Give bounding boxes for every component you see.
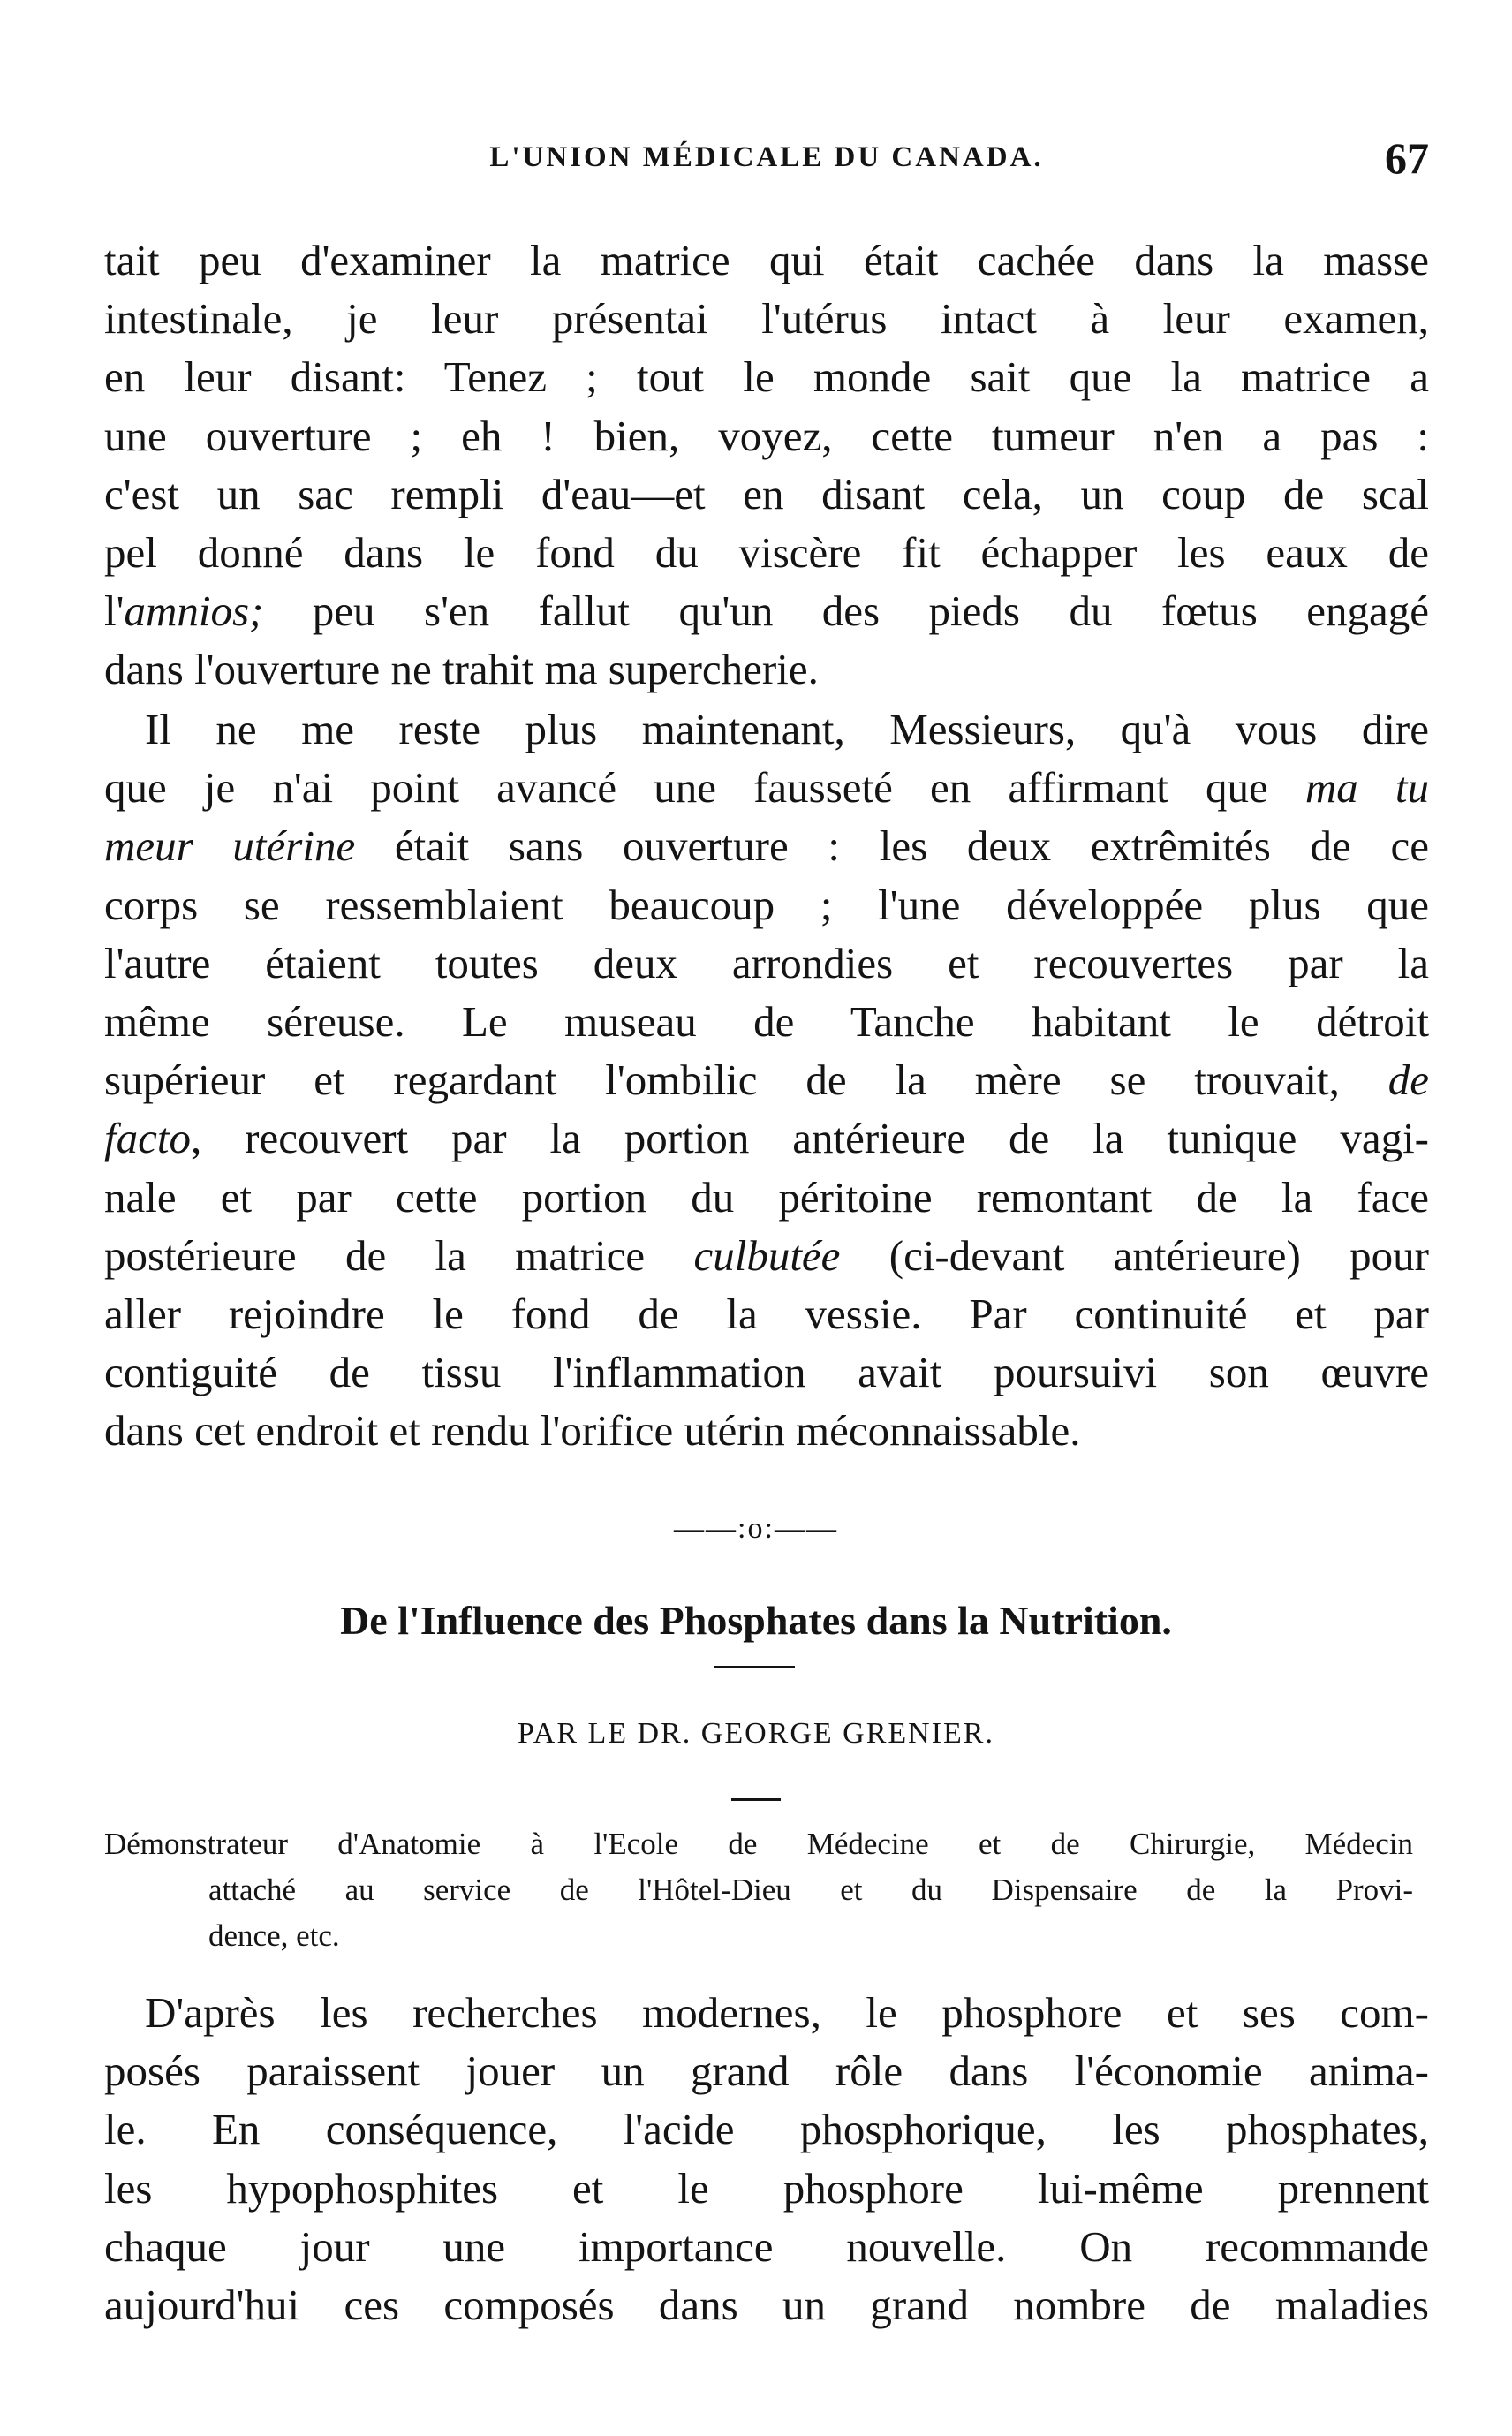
text-line: aller rejoindre le fond de la vessie. Par continuité et par	[104, 1290, 1429, 1339]
byline-rule	[731, 1798, 781, 1801]
continued-paragraph	[104, 231, 1429, 700]
text-line: Il ne me reste plus maintenant, Messieurs, qu'à vous dire	[145, 705, 1429, 753]
text-line: l'autre étaient toutes deux arrondies et recouvertes par la	[104, 938, 1429, 987]
paragraph	[104, 700, 1429, 1461]
text-line: chaque jour une importance nouvelle. On recommande	[104, 2221, 1429, 2271]
italic-term: culbutée	[693, 1230, 841, 1280]
text-line: contiguité de tissu l'inflammation avait poursuivi son œuvre	[104, 1348, 1429, 1397]
text-line	[104, 1051, 1429, 1109]
text-line: corps se ressemblaient beaucoup ; l'une développée plus que	[104, 880, 1429, 929]
text-run: l'	[104, 586, 125, 636]
text-line: dans cet endroit et rendu l'orifice utérin méconnaissable.	[104, 1406, 1081, 1456]
article-paragraph	[104, 1984, 1429, 2334]
text-run: postérieure de la matrice	[104, 1230, 694, 1280]
italic-term: ma tu	[1304, 763, 1429, 813]
running-title: L'UNION MÉDICALE DU CANADA.	[489, 141, 1044, 173]
text-line: D'après les recherches modernes, le phosphore et ses com-	[145, 1988, 1429, 2037]
title-rule	[714, 1666, 795, 1668]
text-line	[104, 1109, 1429, 1168]
credential-line: dence, etc.	[208, 1918, 340, 1953]
text-line: c'est un sac rempli d'eau—et en disant cela, un coup de scal	[104, 469, 1429, 518]
text-line: pel donné dans le fond du viscère fit échapper les eaux de	[104, 528, 1429, 578]
text-line: les hypophosphites et le phosphore lui-même prennent	[104, 2163, 1429, 2213]
text-line: intestinale, je leur présentai l'utérus intact à leur examen,	[104, 294, 1429, 344]
author-credentials	[104, 1821, 1413, 1959]
section-separator: ——:o:——	[674, 1512, 838, 1545]
author-byline: PAR LE DR. GEORGE GRENIER.	[518, 1717, 994, 1750]
text-line: même séreuse. Le museau de Tanche habitant le détroit	[104, 997, 1429, 1047]
text-line: posés paraissent jouer un grand rôle dans l'économie anima-	[104, 2046, 1429, 2096]
text-run: était sans ouverture : les deux extrêmités de ce	[355, 821, 1429, 871]
italic-term: amnios;	[124, 586, 264, 636]
credential-line: Démonstrateur d'Anatomie à l'Ecole de Médecine et de Chirurgie, Médecin	[104, 1827, 1413, 1861]
text-run: que je n'ai point avancé une fausseté en affirmant que	[104, 763, 1305, 813]
text-line: dans l'ouverture ne trahit ma supercherie.	[104, 645, 819, 694]
text-line	[104, 817, 1429, 875]
text-run: supérieur et regardant l'ombilic de la mère se trouvait,	[104, 1055, 1388, 1105]
running-head	[104, 132, 1429, 194]
text-line: tait peu d'examiner la matrice qui était cachée dans la masse	[104, 236, 1429, 284]
italic-term: de	[1387, 1055, 1429, 1105]
text-line	[104, 582, 1429, 640]
text-run: (ci-devant antérieure) pour	[840, 1230, 1429, 1280]
text-line: aujourd'hui ces composés dans un grand nombre de maladies	[104, 2281, 1429, 2330]
italic-term: meur utérine	[104, 821, 356, 871]
credential-line: attaché au service de l'Hôtel-Dieu et du Dispensaire de la Provi-	[208, 1872, 1413, 1907]
text-line: le. En conséquence, l'acide phosphorique, les phosphates,	[104, 2105, 1429, 2154]
text-run: peu s'en fallut qu'un des pieds du fœtus engagé	[263, 586, 1429, 636]
text-run: , recouvert par la portion antérieure de la tunique vagi-	[190, 1114, 1429, 1163]
italic-term: facto	[104, 1114, 191, 1163]
text-line: une ouverture ; eh ! bien, voyez, cette tumeur n'en a pas :	[104, 411, 1429, 460]
text-line: nale et par cette portion du péritoine remontant de la face	[104, 1172, 1429, 1222]
text-line	[104, 1227, 1429, 1285]
text-line: en leur disant: Tenez ; tout le monde sait que la matrice a	[104, 352, 1429, 402]
text-line	[104, 759, 1429, 817]
page-number: 67	[1385, 133, 1429, 183]
article-title: De l'Influence des Phosphates dans la Nutrition.	[340, 1598, 1172, 1643]
